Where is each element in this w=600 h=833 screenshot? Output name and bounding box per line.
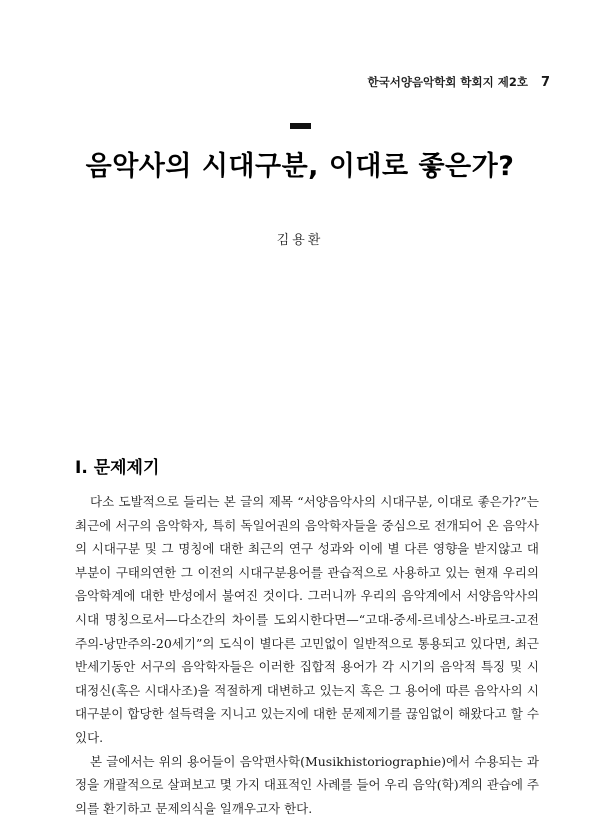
body-text bbox=[75, 490, 539, 820]
paragraph: 본 글에서는 위의 용어들이 음악편사학(Musikhistoriographie)에서 수용되는 과정을 개괄적으로 살펴보고 몇 가지 대표적인 사례를 들어 우리 음악(학)계의 관습에 주의를 환기하고 문제의식을 일깨우고자 한다. bbox=[75, 753, 540, 816]
section-heading: I. 문제제기 bbox=[75, 458, 160, 478]
title-decoration-bar bbox=[290, 123, 311, 129]
running-head bbox=[300, 74, 550, 90]
paragraph: 다소 도발적으로 들리는 본 글의 제목 “서양음악사의 시대구분, 이대로 좋은가?”는 최근에 서구의 음악학자, 특히 독일어권의 음악학자들을 중심으로 전개되어 온 음악사의 시대구분 및 그 명칭에 대한 최근의 연구 성과와 이에 별 다른 영향을 받지않고 대부분이 구태의연한 그 이전의 시대구분용어를 관습적으로 사용하고 있는 현재 우리의 음악학계에 대한 반성에서 불여진 것이다. 그러니까 우리의 음악계에서 서양음악사의 시대 명칭으로서—다소간의 차이를 도외시한다면—“고대-중세-르네상스-바로크-고전주의-낭만주의-20세기”의 도식이 별다른 고민없이 일반적으로 통용되고 있다면, 최근 반세기동안 서구의 음악학자들은 이러한 집합적 용어가 각 시기의 음악적 특징 및 시대정신(혹은 시대사조)을 적절하게 대변하고 있는지 혹은 그 용어에 따른 음악사의 시대구분이 합당한 설득력을 지니고 있는지에 대한 문제제기를 끊임없이 해왔다고 할 수 있다. bbox=[75, 494, 539, 745]
journal-name: 한국서양음악학회 학회지 제2호 bbox=[367, 75, 528, 89]
page-number: 7 bbox=[540, 75, 550, 90]
author-name: 김용환 bbox=[276, 233, 324, 248]
article-title: 음악사의 시대구분, 이대로 좋은가? bbox=[85, 151, 515, 182]
